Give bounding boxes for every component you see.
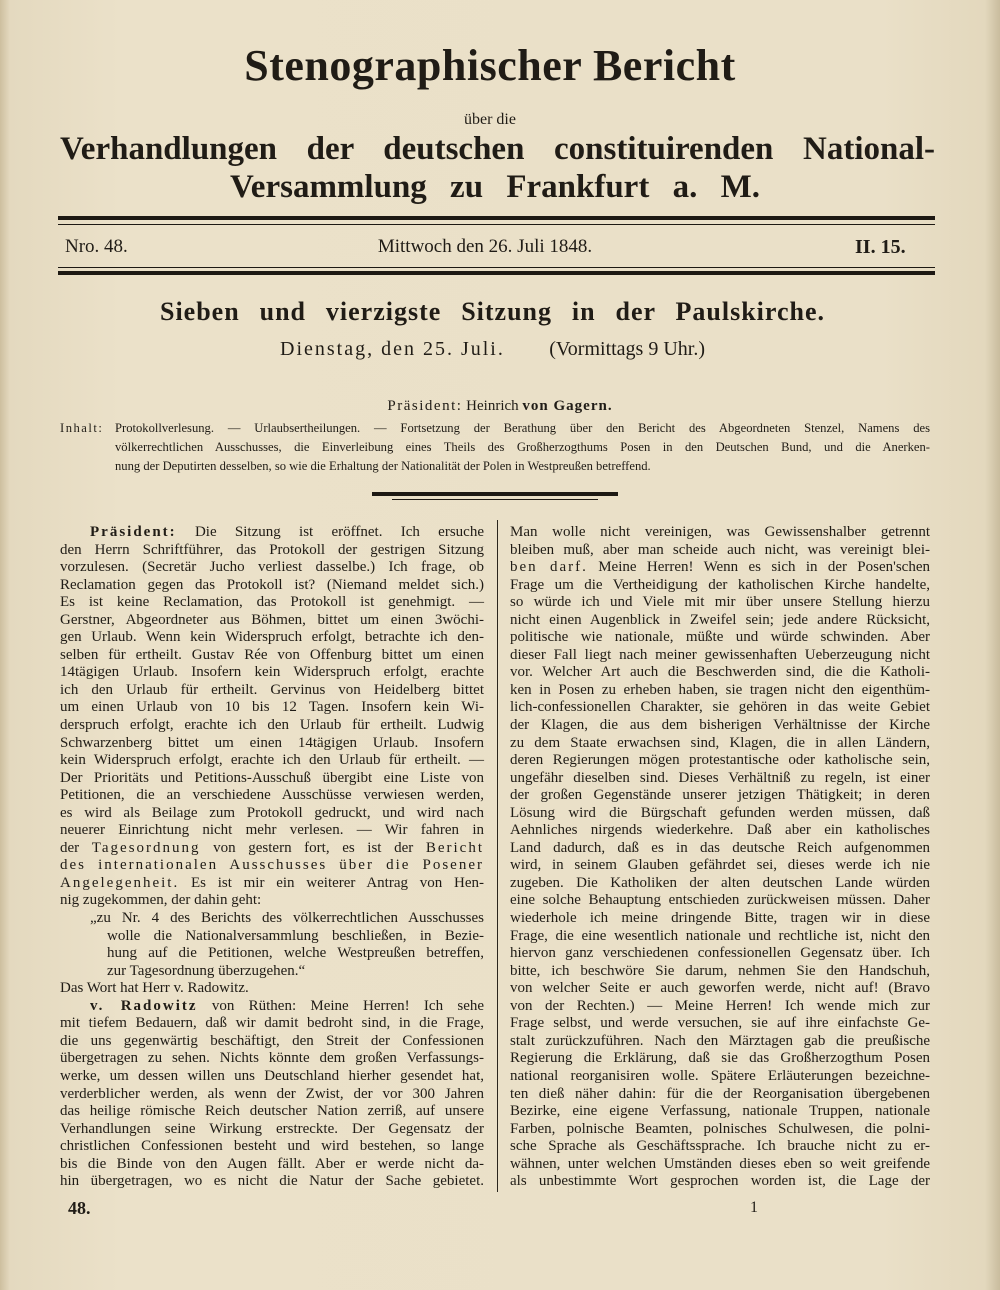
report-subtitle-line-1: Verhandlungen der deutschen constituirenden National- <box>60 131 935 167</box>
text-line: derspruch erfolgt, erachte ich den Urlaub für ertheilt. Ludwig <box>60 717 484 734</box>
issue-rule-thick <box>58 271 935 275</box>
text-line: Man wolle nicht vereinigen, was Gewissenshalber getrennt <box>510 524 930 540</box>
text-line: Farben, polnische Beamten, polnisches Schulwesen, die polni- <box>510 1120 930 1137</box>
text-line <box>60 875 484 893</box>
session-title: Sieben und vierzigste Sitzung in der Paulskirche. <box>160 297 825 326</box>
report-title: Stenographischer Bericht <box>244 41 736 90</box>
text-line: lich-confessionellen Charakter, sie gehören in das weite Gebiet <box>510 699 930 716</box>
line-text: Es ist mir ein weiterer Antrag von Hen- <box>179 874 484 891</box>
text-line: es wird als Beilage zum Protokoll gedruckt, und wird nach <box>60 804 484 821</box>
text-line: dieser Fall liegt nach meiner gewissenhaften Ueberzeugung nicht <box>510 646 930 663</box>
text-line: wird, in seinem Glauben gefährdet sei, dieses werde ich nie <box>510 857 930 874</box>
quote-line: wolle die Nationalversammlung beschließen, in Bezie- <box>107 927 484 944</box>
text-line: Verhandlungen seine Wirkung erstreckte. Der Gegensatz der <box>60 1120 484 1137</box>
column-right <box>510 524 930 1191</box>
text-line: eine solche Behauptung entschieden zurückweisen müssen. Daher <box>510 892 930 909</box>
president-first-name: Heinrich <box>466 398 519 414</box>
text-line: ungefähr dieselben sind. Dieses Verhältniß zu regeln, ist einer <box>510 769 930 786</box>
text-line: Aehnliches nirgends wiederkehre. Daß aber ein katholisches <box>510 822 930 839</box>
column-divider <box>497 520 498 1192</box>
quote-line: „zu Nr. 4 des Berichts des völkerrechtlichen Ausschusses <box>90 910 484 927</box>
text-line: so würde ich und Viele mit mir über unsere Stellung hierzu <box>510 594 930 611</box>
text-line: ich den Urlaub für ertheilt. Gervinus von Heidelberg bittet <box>60 681 484 698</box>
text-line: Land dadurch, daß es in das deutsche Reich aufgenommen <box>510 839 930 856</box>
text-line: nicht einen Augenblick in Zweifel sein; jede andere Rücksicht, <box>510 611 930 628</box>
text-line: wiederhole ich meine dringende Bitte, tragen wir in diese <box>510 910 930 927</box>
president-surname: von Gagern. <box>522 398 613 414</box>
emphasized-text: ben darf. <box>510 559 588 576</box>
text-line: nig zugekommen, der dahin geht: <box>60 892 262 909</box>
text-line: Das Wort hat Herr v. Radowitz. <box>60 980 249 997</box>
text-line: hin übergetragen, wo es nicht die Natur der Sache gebietet. <box>60 1173 484 1190</box>
text-line: christlichen Confessionen besteht und wird bestehen, so lange <box>60 1138 484 1155</box>
text-line: vor. Welcher Art auch die Beschwerden sind, die die Katholi- <box>510 664 930 681</box>
text-line: mit tiefem Bedauern, daß wir damit bedroht sind, in die Frage, <box>60 1015 484 1032</box>
text-line: das heilige römische Reich deutscher Nation zerriß, auf unsere <box>60 1103 484 1120</box>
session-time: (Vormittags 9 Uhr.) <box>549 338 705 360</box>
text-line: der Klagen, die aus dem bisherigen Verhältnisse der Kirche <box>510 717 930 734</box>
text-line: wähnen, unter welchen Umständen dieses eben so weit greifende <box>510 1155 930 1172</box>
line-text: von Rüthen: Meine Herren! Ich sehe <box>197 997 485 1014</box>
line-text: von gestern fort, es ist der <box>200 839 426 856</box>
text-line: hiervon ganz verschiedenen confessionellen Gegensatz über. Ich <box>510 945 930 962</box>
text-line: deren Regierungen mögen protestantische oder katholische sein, <box>510 752 930 769</box>
text-line: 14tägigen Urlaub. Insofern kein Widerspruch erfolgt, erachte <box>60 664 484 681</box>
page-number: 1 <box>750 1199 758 1216</box>
text-line: von welcher Seite er auch geworfen werde, nicht auf! (Bravo <box>510 980 930 997</box>
column-left <box>60 524 484 1191</box>
text-line: sche Sprache als Geschäftssprache. Ich brauche nicht zu er- <box>510 1138 930 1155</box>
text-line: den Herrn Schriftführer, das Protokoll der gestrigen Sitzung <box>60 541 484 558</box>
contents-line: völkerrechtlichen Ausschusses, die Einverleibung eines Theils des Großherzogthums Posen in den Deutschen Bund, und die Anerken- <box>115 440 930 454</box>
issue-volume: II. 15. <box>855 236 906 258</box>
text-line: um einen Urlaub von 10 bis 12 Tagen. Insofern kein Wi- <box>60 699 484 716</box>
text-line <box>60 524 484 542</box>
text-line: ken in Posen zu erheben haben, sie tragen nicht den eigenthüm- <box>510 681 930 698</box>
issue-number: Nro. 48. <box>65 236 128 257</box>
session-date-row <box>280 335 705 363</box>
contents-block <box>58 419 930 476</box>
president-line <box>340 396 660 416</box>
president-label: Präsident: <box>387 398 463 414</box>
text-line: werke, um dessen willen uns Deutschland hierher gesendet hat, <box>60 1067 484 1084</box>
text-line: übergetragen zu sehen. Nichts könnte dem großen Verfassungs- <box>60 1050 484 1067</box>
text-line: Reclamation gegen das Protokoll ist? (Niemand meldet sich.) <box>60 576 484 593</box>
text-line: gen Urlaub. Wenn kein Widerspruch erfolgt, betrachte ich den- <box>60 629 484 646</box>
text-line: national reorganisiren wolle. Spätere Erläuterungen bezeichne- <box>510 1067 930 1084</box>
sheet-signature: 48. <box>68 1198 91 1218</box>
text-line <box>510 559 930 577</box>
text-line: als unbestimmte Wort gesprochen worden ist, die Lage der <box>510 1173 930 1190</box>
line-text: der <box>60 839 92 856</box>
text-line: Lösung wird die Bürgschaft gefunden werden müssen, daß <box>510 804 930 821</box>
quote-line: zur Tagesordnung überzugehen.“ <box>107 962 306 979</box>
text-line: die uns gegenwärtig beschäftigt, den Streit der Confessionen <box>60 1032 484 1049</box>
header-rule-thin <box>58 224 935 225</box>
contents-label: Inhalt: <box>60 421 104 435</box>
text-line: Petitionen, die an verschiedene Ausschüsse verwiesen werden, <box>60 787 484 804</box>
ornamental-rule <box>372 492 618 496</box>
text-line: bitte, ich beschwöre Sie darum, nehmen Sie den Handschuh, <box>510 962 930 979</box>
quote-line: hung auf die Petitionen, welche Westpreußen betreffen, <box>107 945 484 962</box>
text-line <box>60 840 484 858</box>
header-rule-thick <box>58 216 935 220</box>
contents-line: Protokollverlesung. — Urlaubsertheilungen. — Fortsetzung der Berathung über den Bericht des Abgeordneten Stenzel, Namens des <box>115 421 930 435</box>
emphasized-text-line: des internationalen Ausschusses über die Posener <box>60 857 484 874</box>
text-line: Schwarzenberg bittet um einen 14tägigen Urlaub. Insofern <box>60 734 484 751</box>
text-line: kein Widerspruch erfolgt, erachte ich den Urlaub für ertheilt. — <box>60 752 484 769</box>
line-text: Meine Herren! Wenn es sich in der Posen'schen <box>587 559 930 576</box>
text-line <box>60 998 484 1016</box>
report-subtitle-line-2: Versammlung zu Frankfurt a. M. <box>230 169 760 205</box>
text-line: der großen Gegenstände unserer jetzigen Thätigkeit; in deren <box>510 787 930 804</box>
text-line: selben für ertheilt. Gustav Rée von Offenburg bittet um einen <box>60 646 484 663</box>
text-line: stalt zurückzuführen. Nach den Märztagen gab die preußische <box>510 1032 930 1049</box>
report-connector: über die <box>464 111 516 128</box>
text-line: Frage um die Vertheidigung der katholischen Kirche handelte, <box>510 576 930 593</box>
text-line: neuerer Einrichtung nicht mehr verlesen. — Wir fahren in <box>60 822 484 839</box>
text-line: bleiben muß, aber man scheide auch nicht, was vereinigt blei- <box>510 541 930 558</box>
text-line: ten dieß näher dahin: für die der Reorganisation übergebenen <box>510 1085 930 1102</box>
text-line: Regierung die Erklärung, daß sie das Großherzogthum Posen <box>510 1050 930 1067</box>
text-line: zugeben. Die Katholiken der alten deutschen Lande würden <box>510 874 930 891</box>
session-date: Dienstag, den 25. Juli. <box>280 338 505 360</box>
text-line: politische wie nationale, müßte und würde schwinden. Aber <box>510 629 930 646</box>
emphasized-text: Tagesordnung <box>91 839 201 856</box>
text-line: Frage selbst, und werde versuchen, sie auf ihre einfachste Ge- <box>510 1015 930 1032</box>
speaker-name: v. Radowitz <box>90 997 198 1014</box>
text-line: vorzulesen. (Secretär Jucho verliest dasselbe.) Ich frage, ob <box>60 559 484 576</box>
text-line: Frage, die eine wesentlich nationale und rechtliche ist, nicht den <box>510 927 930 944</box>
ornamental-rule-thin <box>392 499 598 500</box>
emphasized-text: Angelegenheit. <box>60 874 180 891</box>
speaker-name: Präsident: <box>90 524 177 540</box>
issue-rule-thin <box>58 267 935 268</box>
text-line: zu dem Staate erwachsen sind, Klagen, die in allen Ländern, <box>510 734 930 751</box>
text-line: Es ist keine Reclamation, das Protokoll ist genehmigt. — <box>60 594 484 611</box>
emphasized-text: Bericht <box>425 839 484 856</box>
text-line: von der Rechten.) — Meine Herren! Ich wende mich zur <box>510 997 930 1014</box>
text-line: Bezirke, eine eigene Verfassung, nationale Truppen, nationale <box>510 1103 930 1120</box>
line-text: Die Sitzung ist eröffnet. Ich ersuche <box>176 524 484 540</box>
issue-row <box>62 232 932 262</box>
contents-line: nung der Deputirten desselben, so wie die Erhaltung der Nationalität der Polen in Westpreußen betreffend. <box>115 459 651 473</box>
text-line: verderblicher werden, als wenn der Zwist, der vor 300 Jahren <box>60 1085 484 1102</box>
text-line: Der Prioritäts und Petitions-Ausschuß übergibt eine Liste von <box>60 769 484 786</box>
text-line: bis die Binde von den Augen fällt. Aber er werde nicht da- <box>60 1155 484 1172</box>
issue-date: Mittwoch den 26. Juli 1848. <box>377 236 593 257</box>
text-line: Gerstner, Abgeordneter aus Böhmen, bittet um einen 3wöchi- <box>60 611 484 628</box>
